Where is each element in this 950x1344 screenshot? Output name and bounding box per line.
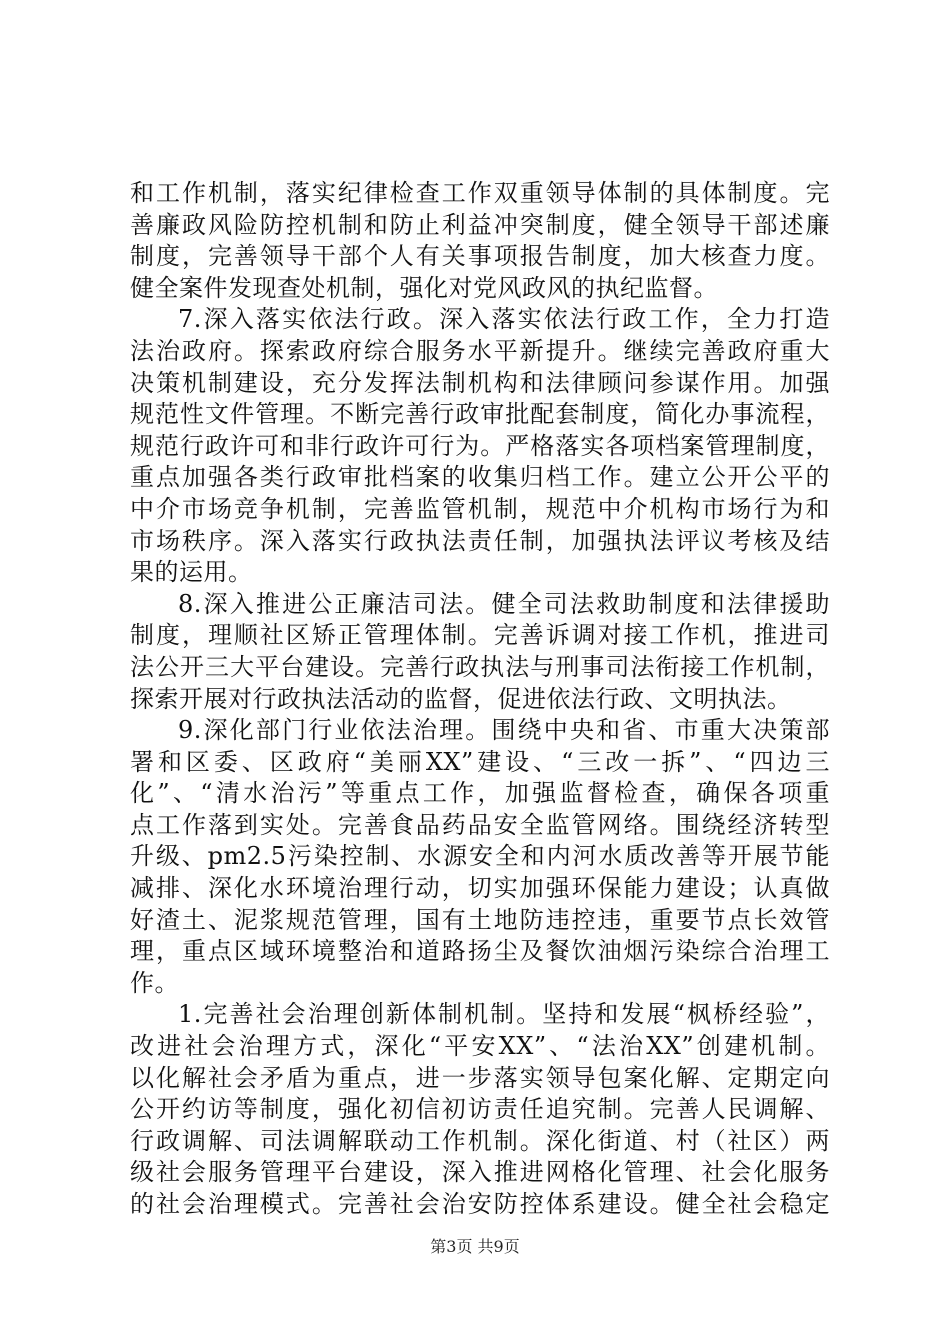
text-line: 中介市场竞争机制，完善监管机制，规范中介机构市场行为和 (130, 494, 830, 523)
text-line: 升级、pm2.5污染控制、水源安全和内河水质改善等开展节能 (130, 842, 830, 871)
text-line: 公开约访等制度，强化初信初访责任追究制。完善人民调解、 (130, 1095, 830, 1124)
text-line: 理，重点区域环境整治和道路扬尘及餐饮油烟污染综合治理工 (130, 937, 830, 966)
text-line: 署和区委、区政府“美丽XX”建设、“三改一拆”、“四边三 (130, 747, 830, 776)
page-footer: 第3页 共9页 (430, 1237, 520, 1256)
text-line: 8.深入推进公正廉洁司法。健全司法救助制度和法律援助 (178, 589, 830, 618)
text-line: 化”、“清水治污”等重点工作，加强监督检查，确保各项重 (130, 779, 830, 808)
text-line: 好渣土、泥浆规范管理，国有土地防违控违，重要节点长效管 (130, 905, 830, 934)
text-line: 行政调解、司法调解联动工作机制。深化街道、村（社区）两 (130, 1126, 830, 1155)
text-line: 规范行政许可和非行政许可行为。严格落实各项档案管理制度， (130, 431, 830, 460)
text-line: 重点加强各类行政审批档案的收集归档工作。建立公开公平的 (130, 463, 830, 492)
text-line: 法公开三大平台建设。完善行政执法与刑事司法衔接工作机制， (130, 652, 830, 681)
text-line: 作。 (130, 968, 179, 997)
text-line: 以化解社会矛盾为重点，进一步落实领导包案化解、定期定向 (130, 1063, 830, 1092)
text-line: 7.深入落实依法行政。深入落实依法行政工作，全力打造 (178, 305, 830, 334)
text-line: 果的运用。 (130, 558, 253, 587)
text-line: 和工作机制，落实纪律检查工作双重领导体制的具体制度。完 (130, 179, 830, 207)
text-line: 减排、深化水环境治理行动，切实加强环保能力建设；认真做 (130, 874, 830, 903)
text-line: 9.深化部门行业依法治理。围绕中央和省、市重大决策部 (178, 716, 830, 745)
text-line: 制度，完善领导干部个人有关事项报告制度，加大核查力度。 (130, 242, 830, 271)
text-line: 的社会治理模式。完善社会治安防控体系建设。健全社会稳定 (130, 1190, 830, 1218)
text-line: 健全案件发现查处机制，强化对党风政风的执纪监督。 (130, 273, 718, 302)
text-line: 级社会服务管理平台建设，深入推进网格化管理、社会化服务 (130, 1158, 830, 1187)
text-line: 点工作落到实处。完善食品药品安全监管网络。围绕经济转型 (130, 810, 830, 839)
text-line: 规范性文件管理。不断完善行政审批配套制度，简化办事流程， (130, 400, 830, 429)
text-line: 制度，理顺社区矫正管理体制。完善诉调对接工作机，推进司 (130, 621, 830, 650)
text-line: 改进社会治理方式，深化“平安XX”、“法治XX”创建机制。 (130, 1032, 830, 1061)
text-line: 决策机制建设，充分发挥法制机构和法律顾问参谋作用。加强 (130, 368, 830, 397)
text-line: 善廉政风险防控机制和防止利益冲突制度，健全领导干部述廉 (130, 210, 830, 239)
body-text (130, 178, 830, 1221)
text-line: 市场秩序。深入落实行政执法责任制，加强执法评议考核及结 (130, 526, 830, 555)
text-line: 探索开展对行政执法活动的监督，促进依法行政、文明执法。 (130, 684, 792, 713)
text-line: 1.完善社会治理创新体制机制。坚持和发展“枫桥经验”， (178, 1000, 830, 1029)
text-line: 法治政府。探索政府综合服务水平新提升。继续完善政府重大 (130, 336, 830, 365)
